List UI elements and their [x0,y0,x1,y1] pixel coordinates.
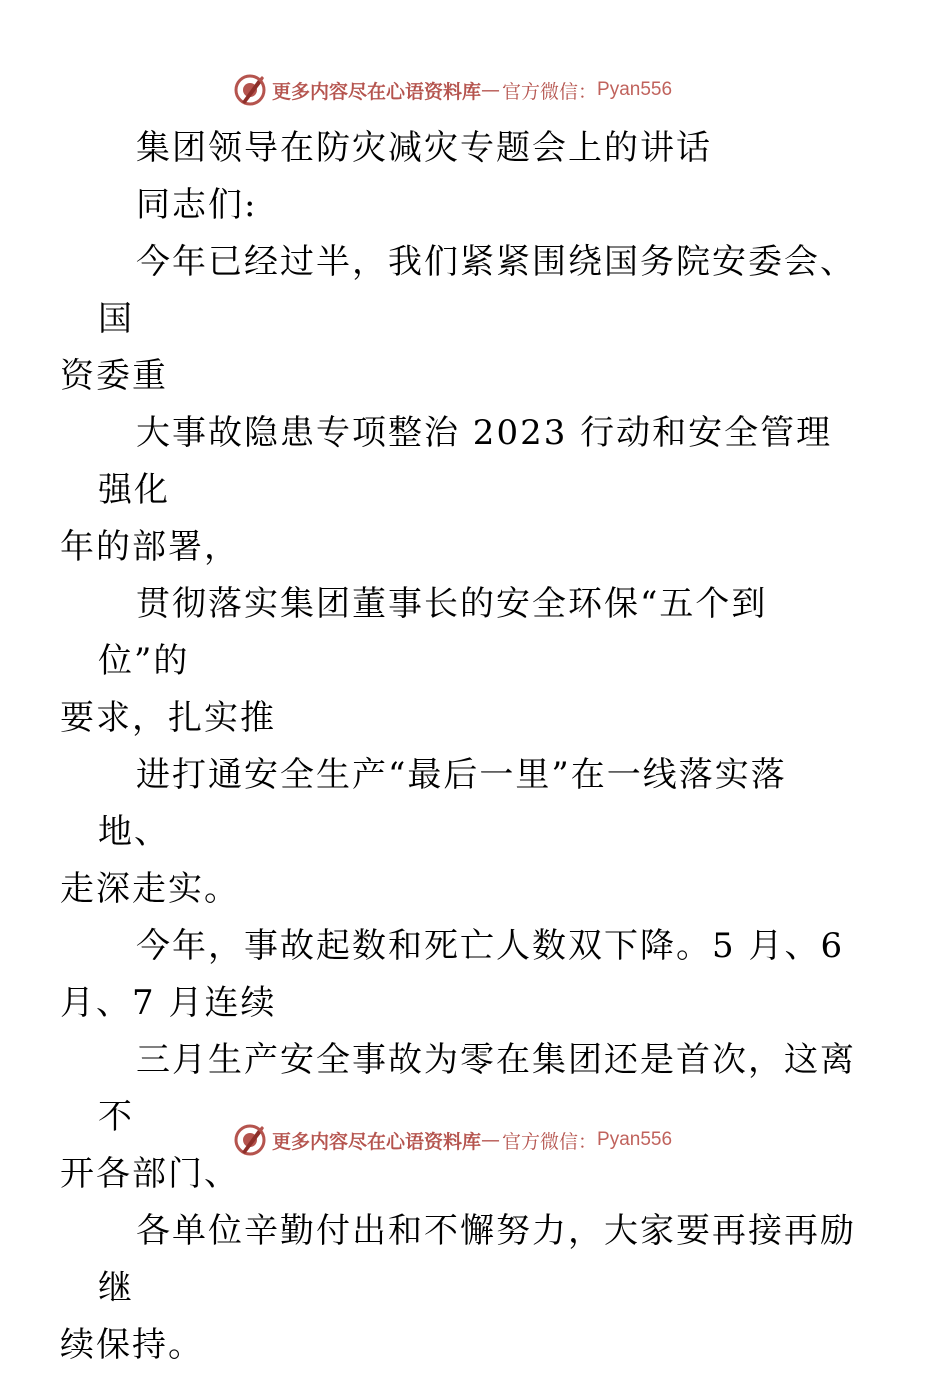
paragraph-line: 走深走实。 [60,869,240,909]
paragraph-line: 续保持。 [60,1325,204,1365]
watermark-label: 官方微信： [502,80,598,103]
paragraph-line: 贯彻落实集团董事长的安全环保“五个到位”的 [98,584,768,681]
watermark-label: 官方微信： [502,1130,598,1153]
watermark-wechat-id: Pyan556 [597,79,673,100]
pen-circle-logo-icon [232,72,268,108]
paragraph-line: 进打通安全生产“最后一里”在一线落实落地、 [98,755,787,852]
paragraph [60,405,858,576]
watermark-separator: — [481,79,501,101]
watermark-brand: 更多内容尽在心语资料库 [272,80,482,103]
paragraph-line: 月、7 月连续 [60,983,277,1023]
document-body [60,120,858,1374]
paragraph-line: 大事故隐患专项整治 2023 行动和安全管理强化 [98,413,833,510]
document-title: 集团领导在防灾减灾专题会上的讲话 [136,128,712,168]
document-greeting: 同志们: [136,185,258,225]
watermark-wechat-id: Pyan556 [597,1129,673,1150]
paragraph [60,1032,858,1203]
watermark-separator: — [481,1129,501,1151]
paragraph [60,1203,858,1374]
paragraph-line: 今年，事故起数和死亡人数双下降。5 月、6 [136,926,845,966]
paragraph [60,234,858,405]
header-watermark [232,70,672,110]
paragraph-line: 各单位辛勤付出和不懈努力，大家要再接再励继 [98,1211,856,1308]
paragraph [60,918,858,1032]
paragraph [60,747,858,918]
paragraph-line: 要求，扎实推 [60,698,276,738]
paragraph-line: 年的部署， [60,527,240,567]
paragraph-line: 今年已经过半，我们紧紧围绕国务院安委会、国 [98,242,856,339]
pen-circle-logo-icon [232,1122,268,1158]
footer-watermark [232,1120,672,1160]
paragraph [60,576,858,747]
paragraph-line: 开各部门、 [60,1154,240,1194]
paragraph-line: 资委重 [60,356,168,396]
watermark-brand: 更多内容尽在心语资料库 [272,1130,482,1153]
paragraph-line: 三月生产安全事故为零在集团还是首次，这离不 [98,1040,856,1137]
